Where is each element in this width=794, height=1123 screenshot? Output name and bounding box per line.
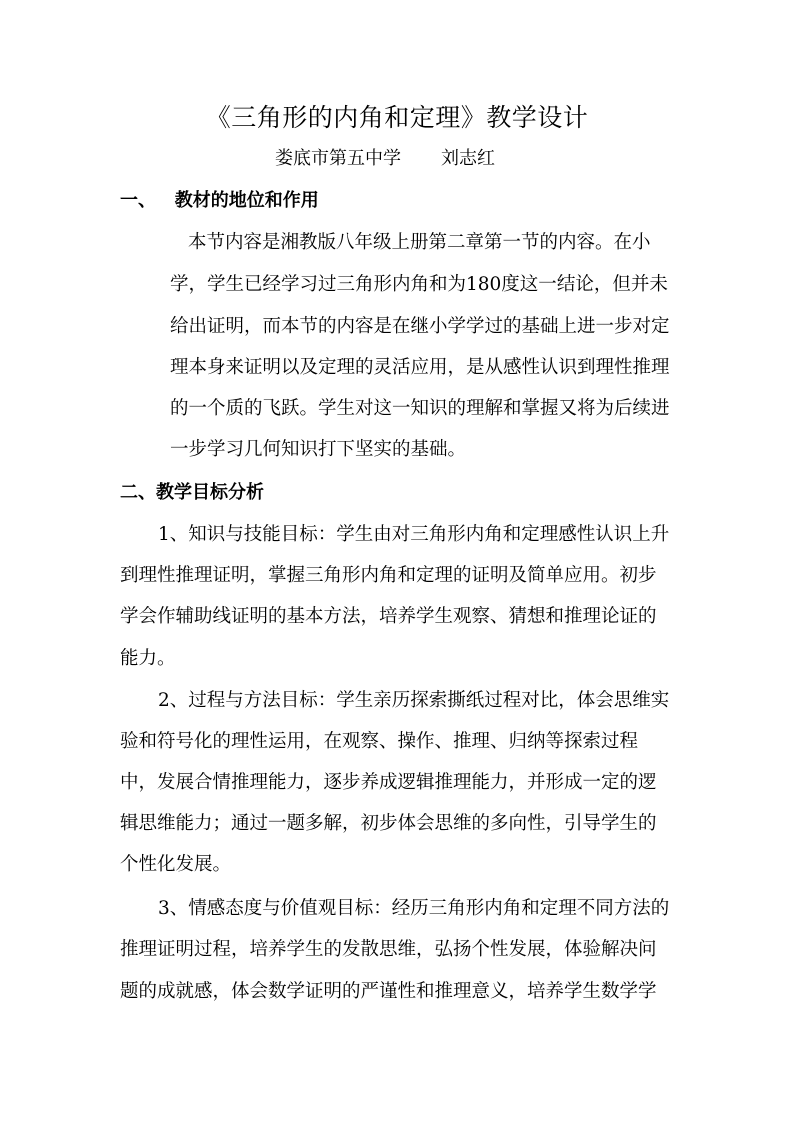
paragraph-line: 给出证明，而本节的内容是在继小学学过的基础上进一步对定 bbox=[170, 316, 670, 337]
paragraph-line: 2、过程与方法目标：学生亲历探索撕纸过程对比，体会思维实 bbox=[158, 690, 670, 711]
paragraph-line: 一步学习几何知识打下坚实的基础。 bbox=[170, 439, 467, 460]
paragraph-line: 辑思维能力；通过一题多解，初步体会思维的多向性，引导学生的 bbox=[120, 813, 657, 834]
paragraph-line: 学，学生已经学习过三角形内角和为180度这一结论，但并未 bbox=[170, 274, 668, 295]
paragraph-line: 能力。 bbox=[120, 648, 176, 669]
document-author: 娄底市第五中学 刘志红 bbox=[275, 148, 496, 169]
paragraph-line: 本节内容是湘教版八年级上册第二章第一节的内容。在小 bbox=[188, 232, 651, 253]
paragraph-line: 3、情感态度与价值观目标：经历三角形内角和定理不同方法的 bbox=[158, 898, 670, 919]
section-1-heading: 一、 教材的地位和作用 bbox=[120, 190, 319, 211]
paragraph-line: 题的成就感，体会数学证明的严谨性和推理意义，培养学生数学学 bbox=[120, 981, 657, 1002]
paragraph-line: 推理证明过程，培养学生的发散思维，弘扬个性发展，体验解决问 bbox=[120, 939, 657, 960]
paragraph-line: 理本身来证明以及定理的灵活应用，是从感性认识到理性推理 bbox=[170, 357, 670, 378]
paragraph-line: 验和符号化的理性运用，在观察、操作、推理、归纳等探索过程 bbox=[120, 731, 639, 752]
paragraph-line: 1、知识与技能目标：学生由对三角形内角和定理感性认识上升 bbox=[158, 524, 670, 545]
document-title: 《三角形的内角和定理》教学设计 bbox=[205, 103, 589, 132]
paragraph-line: 的一个质的飞跃。学生对这一知识的理解和掌握又将为后续进 bbox=[170, 398, 670, 419]
section-2-heading: 二、教学目标分析 bbox=[120, 482, 264, 503]
paragraph-line: 学会作辅助线证明的基本方法，培养学生观察、猜想和推理论证的 bbox=[120, 606, 657, 627]
paragraph-line: 个性化发展。 bbox=[120, 854, 232, 875]
paragraph-line: 中，发展合情推理能力，逐步养成逻辑推理能力，并形成一定的逻 bbox=[120, 772, 657, 793]
paragraph-line: 到理性推理证明，掌握三角形内角和定理的证明及简单应用。初步 bbox=[120, 565, 657, 586]
